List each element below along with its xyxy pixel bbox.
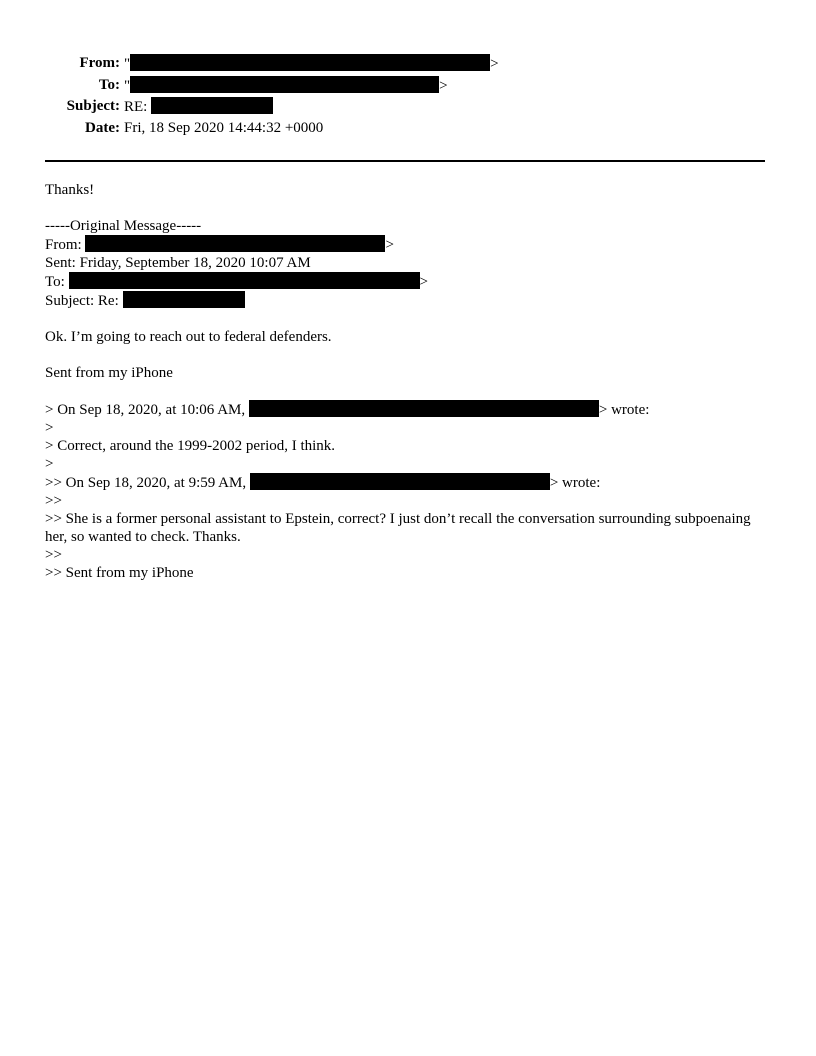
- spacer: [45, 382, 765, 400]
- quote-2-blank: >>: [45, 493, 62, 509]
- original-message-divider: -----Original Message-----: [45, 218, 202, 234]
- redaction-box: [151, 97, 273, 114]
- date-label: Date:: [85, 119, 120, 136]
- redaction-box: [130, 76, 439, 93]
- quote-2-signature: >> Sent from my iPhone: [45, 565, 194, 581]
- original-to-suffix: >: [419, 274, 429, 290]
- quote-1-intro: [45, 400, 765, 419]
- redaction-box: [130, 54, 490, 71]
- quote-1-intro-suffix: > wrote:: [598, 402, 650, 418]
- to-suffix: >: [439, 77, 448, 94]
- quote-1-blank: >: [45, 420, 54, 436]
- redaction-box: [123, 291, 245, 308]
- greeting: Thanks!: [45, 182, 95, 198]
- redaction-box: [250, 473, 550, 490]
- quote-2-text: >> She is a former personal assistant to Epstein, correct? I just don’t recall the conversation surrounding subpoenaing her, so wanted to check. Thanks.: [45, 511, 751, 545]
- original-from-suffix: >: [385, 237, 394, 253]
- to-label: To:: [98, 76, 120, 93]
- to-value: [124, 76, 448, 95]
- quote-2-blank: >>: [45, 547, 62, 563]
- quote-1-intro-prefix: > On Sep 18, 2020, at 10:06 AM,: [45, 402, 246, 418]
- original-to-line: [45, 272, 765, 291]
- quote-2-intro: [45, 473, 765, 492]
- original-subject-label: Subject: Re:: [45, 293, 119, 309]
- from-label: From:: [79, 55, 120, 71]
- header-subject-row: [0, 97, 816, 119]
- quote-1-text: > Correct, around the 1999-2002 period, I think.: [45, 438, 336, 454]
- spacer: [45, 199, 765, 217]
- original-from-line: [45, 235, 765, 254]
- from-value: [124, 54, 499, 73]
- original-sent-line: Sent: Friday, September 18, 2020 10:07 AM: [45, 255, 311, 271]
- from-suffix: >: [490, 56, 499, 72]
- quote-1-blank: >: [45, 456, 54, 472]
- date-value: Fri, 18 Sep 2020 14:44:32 +0000: [124, 119, 324, 136]
- subject-prefix: RE:: [124, 99, 148, 115]
- redaction-box: [249, 400, 599, 417]
- signature: Sent from my iPhone: [45, 365, 173, 381]
- subject-value: [124, 97, 273, 116]
- quote-2-intro-prefix: >> On Sep 18, 2020, at 9:59 AM,: [45, 475, 247, 491]
- email-header: [0, 54, 816, 140]
- reply-text: Ok. I’m going to reach out to federal defenders.: [45, 329, 332, 345]
- original-subject-line: [45, 291, 765, 310]
- to-prefix: ": [124, 77, 131, 94]
- redaction-box: [85, 235, 385, 252]
- original-to-label: To:: [45, 274, 65, 290]
- header-divider: [45, 160, 765, 162]
- original-from-label: From:: [45, 237, 82, 253]
- subject-label: Subject:: [66, 98, 120, 114]
- header-date-row: [0, 119, 816, 141]
- header-from-row: [0, 54, 816, 76]
- spacer: [45, 346, 765, 364]
- spacer: [45, 310, 765, 328]
- header-to-row: [0, 76, 816, 98]
- from-prefix: ": [124, 56, 131, 72]
- quote-2-intro-suffix: > wrote:: [549, 475, 601, 491]
- email-body: [45, 181, 765, 582]
- redaction-box: [69, 272, 420, 289]
